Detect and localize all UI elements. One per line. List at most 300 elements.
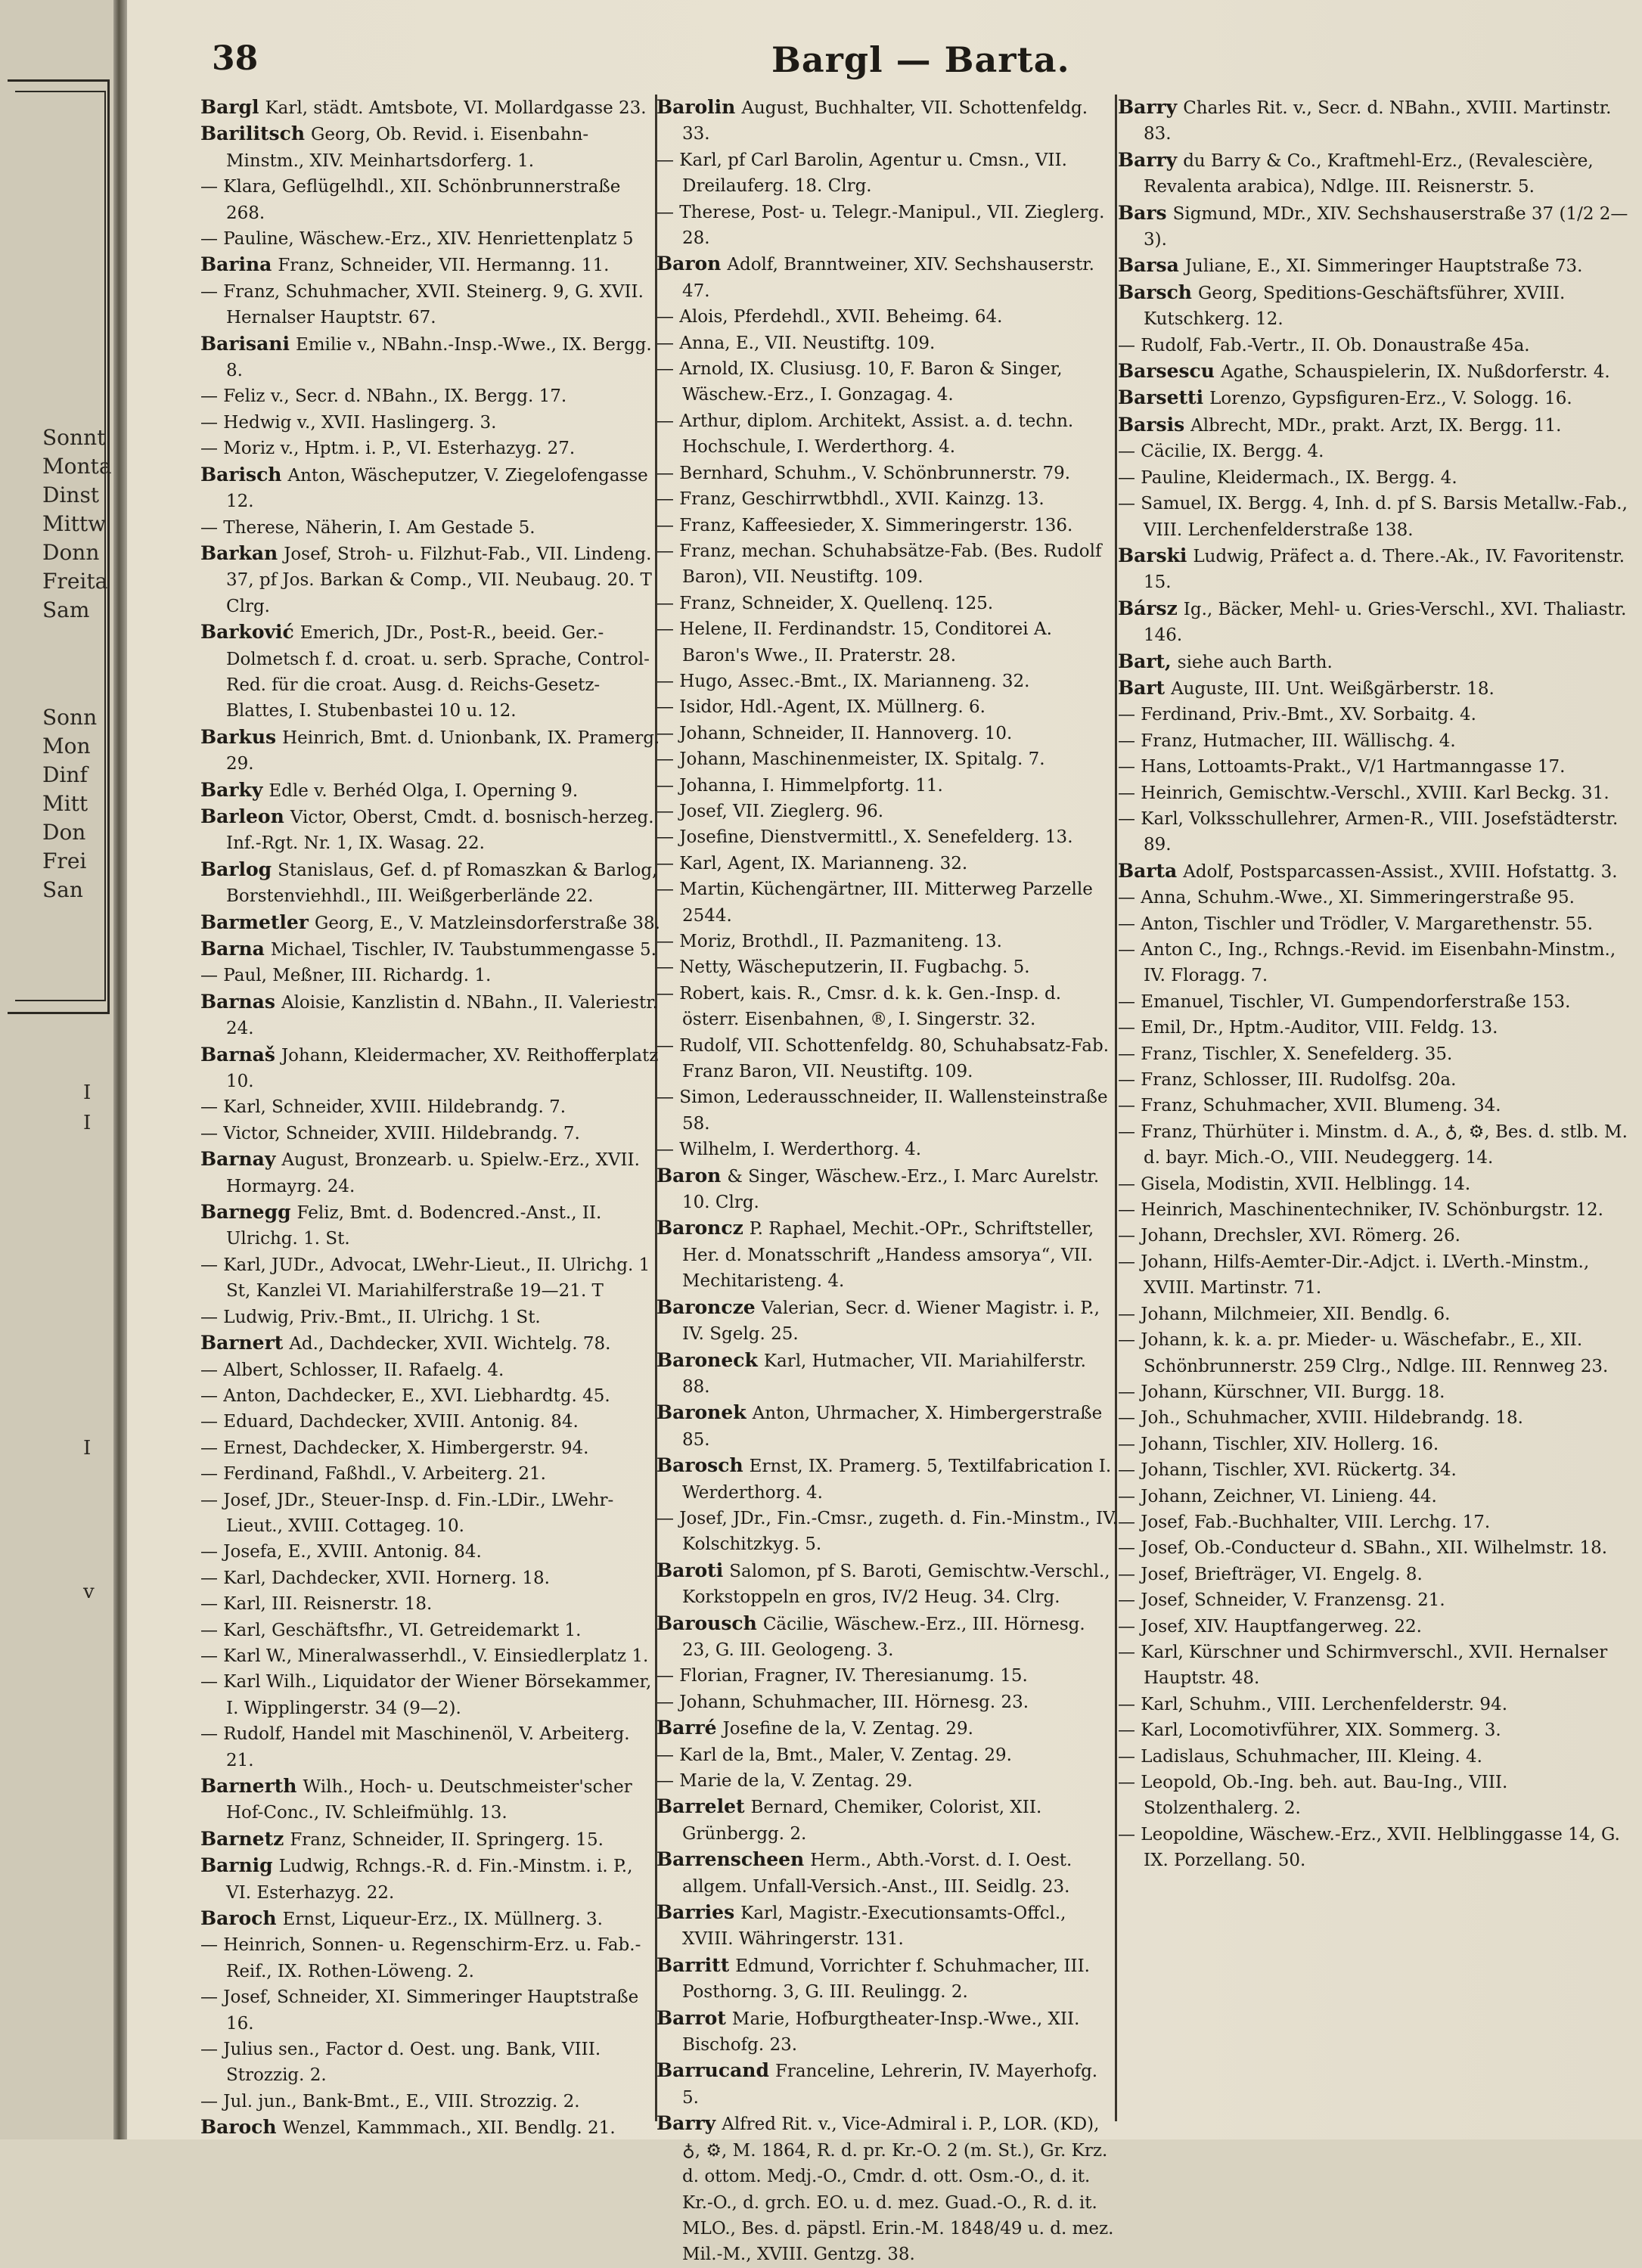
entry-details: — Franz, Schuhmacher, XVII. Blumeng. 34. (1118, 1096, 1501, 1116)
entry-surname: Barilitsch (200, 123, 306, 145)
entry-details: — Karl, Schuhm., VIII. Lerchenfelderstr. 94. (1118, 1694, 1508, 1714)
margin-mark: I (83, 1437, 92, 1460)
entry-details: Ad., Dachdecker, XVII. Wichtelg. 78. (289, 1334, 611, 1354)
entry-details: — Karl de la, Bmt., Maler, V. Zentag. 29. (656, 1745, 1012, 1765)
entry-surname: Baroneck (656, 1348, 758, 1371)
directory-entry (200, 1383, 662, 1409)
entry-surname: Barnay (200, 1148, 276, 1171)
directory-column-2 (656, 95, 1118, 2265)
directory-entry (200, 226, 662, 252)
directory-entry (656, 1663, 1118, 1689)
entry-details: — Pauline, Kleidermach., IX. Bergg. 4. (1118, 467, 1457, 488)
entry-details: siehe auch Barth. (1177, 652, 1333, 672)
entry-details: — Johann, Tischler, XIV. Hollerg. 16. (1118, 1434, 1439, 1454)
entry-details: — Josef, JDr., Fin.-Cmsr., zugeth. d. Fin.-Minstm., IV. Kolschitzkyg. 5. (656, 1508, 1118, 1555)
entry-surname: Barsetti (1118, 386, 1204, 409)
directory-entry (656, 981, 1118, 1033)
entry-details: Sigmund, MDr., XIV. Sechshauserstraße 37 (1/2 2—3). (1144, 203, 1628, 250)
entry-surname: Baroncz (656, 1217, 743, 1239)
weekday-label: Dinf (42, 762, 88, 787)
directory-entry (1118, 200, 1632, 253)
entry-details: — Helene, II. Ferdinandstr. 15, Conditorei A. Baron's Wwe., II. Praterstr. 28. (656, 619, 1052, 666)
directory-entry (656, 2111, 1118, 2267)
directory-entry (656, 356, 1118, 408)
entry-details: — Karl, Schneider, XVIII. Hildebrandg. 7. (200, 1097, 566, 1118)
directory-entry (1118, 253, 1632, 279)
directory-entry (656, 95, 1118, 147)
directory-entry (1118, 1744, 1632, 1770)
entry-details: — Moriz v., Hptm. i. P., VI. Esterhazyg. 27. (200, 439, 576, 459)
directory-entry (1118, 1509, 1632, 1535)
entry-details: — Franz, mechan. Schuhabsätze-Fab. (Bes. Rudolf Baron), VII. Neustiftg. 109. (656, 541, 1102, 588)
entry-details: — Ernest, Dachdecker, X. Himbergerstr. 94. (200, 1438, 589, 1458)
entry-details: — Josef, Schneider, XI. Simmeringer Hauptstraße 16. (200, 1987, 639, 2034)
entry-surname: Bars (1118, 201, 1167, 224)
directory-entry (656, 929, 1118, 954)
entry-details: — Johann, Drechsler, XVI. Römerg. 26. (1118, 1226, 1460, 1246)
entry-surname: Barrelet (656, 1795, 745, 1818)
directory-entry (1118, 1432, 1632, 1457)
directory-entry (1118, 1249, 1632, 1302)
weekday-list-bottom (42, 703, 112, 904)
directory-entry (200, 1591, 662, 1617)
entry-details: August, Buchhalter, VII. Schottenfeldg. 33. (682, 98, 1088, 144)
directory-entry (656, 876, 1118, 929)
directory-entry (656, 1900, 1118, 1953)
weekday-label: Sonnt (42, 425, 106, 450)
entry-details: Ig., Bäcker, Mehl- u. Gries-Verschl., XVI. Thaliastr. 146. (1144, 599, 1627, 646)
entry-details: Auguste, III. Unt. Weißgärberstr. 18. (1171, 678, 1495, 699)
entry-surname: Barries (656, 1901, 735, 1924)
entry-details: — Netty, Wäscheputzerin, II. Fugbachg. 5. (656, 957, 1030, 978)
directory-entry (1118, 1223, 1632, 1249)
directory-entry (200, 252, 662, 278)
directory-entry (656, 824, 1118, 850)
directory-entry (200, 436, 662, 461)
directory-entry (200, 1826, 662, 1853)
entry-details: — Josef, JDr., Steuer-Insp. d. Fin.-LDir., LWehr-Lieut., XVIII. Cottageg. 10. (200, 1490, 614, 1536)
weekday-label: Sam (42, 597, 90, 622)
entry-surname: Barry (656, 2112, 716, 2135)
entry-details: — Ludwig, Priv.-Bmt., II. Ulrichg. 1 St. (200, 1307, 541, 1327)
directory-entry (1118, 333, 1632, 358)
margin-mark: I (83, 1112, 92, 1134)
directory-entry (1118, 1457, 1632, 1483)
directory-entry (1118, 754, 1632, 780)
directory-entry (200, 963, 662, 988)
entry-details: — Anna, Schuhm.-Wwe., XI. Simmeringerstraße 95. (1118, 888, 1575, 908)
entry-details: — Johann, Tischler, XVI. Rückertg. 34. (1118, 1460, 1457, 1481)
entry-details: — Therese, Näherin, I. Am Gestade 5. (200, 517, 535, 538)
entry-details: Juliane, E., XI. Simmeringer Hauptstraße 73. (1184, 256, 1583, 277)
entry-details: — Julius sen., Factor d. Oest. ung. Bank, VIII. Strozzig. 2. (200, 2040, 601, 2086)
directory-entry (1118, 280, 1632, 333)
margin-mark: v (83, 1581, 95, 1603)
entry-details: — Josef, Fab.-Buchhalter, VIII. Lerchg. 17. (1118, 1512, 1491, 1532)
entry-details: — Ferdinand, Faßhdl., V. Arbeiterg. 21. (200, 1464, 546, 1485)
directory-entry (656, 1400, 1118, 1453)
directory-entry (656, 486, 1118, 512)
directory-entry (1118, 911, 1632, 937)
entry-details: Anton, Wäscheputzer, V. Ziegelofengasse 12. (226, 465, 648, 512)
entry-details: Lorenzo, Gypsfiguren-Erz., V. Sologg. 16. (1209, 389, 1572, 409)
entry-details: — Karl, Dachdecker, XVII. Hornerg. 18. (200, 1568, 550, 1588)
entry-details: — Josefine, Dienstvermittl., X. Senefelderg. 13. (656, 827, 1073, 848)
directory-entry (656, 330, 1118, 356)
entry-details: — Karl, Locomotivführer, XIX. Sommerg. 3. (1118, 1720, 1501, 1741)
directory-entry (656, 1137, 1118, 1162)
directory-entry (1118, 147, 1632, 200)
entry-details: Ernst, Liqueur-Erz., IX. Müllnerg. 3. (282, 1910, 603, 1930)
entry-details: — Karl, III. Reisnerstr. 18. (200, 1594, 433, 1615)
entry-surname: Baron (656, 253, 722, 275)
weekday-label: Monta (42, 454, 112, 479)
entry-details: Cäcilie, Wäschew.-Erz., III. Hörnesg. 23, G. III. Geologeng. 3. (682, 1614, 1085, 1660)
directory-entry (656, 408, 1118, 461)
directory-entry (200, 1906, 662, 1932)
directory-entry (200, 1435, 662, 1461)
entry-surname: Barsch (1118, 281, 1192, 303)
entry-surname: Barrenscheen (656, 1848, 805, 1871)
directory-entry (1118, 649, 1632, 675)
directory-entry (200, 619, 662, 724)
directory-entry (200, 1252, 662, 1305)
entry-surname: Barnerth (200, 1775, 297, 1797)
directory-entry (1118, 885, 1632, 911)
directory-entry (1118, 989, 1632, 1015)
directory-entry (200, 1669, 662, 1721)
directory-entry (200, 936, 662, 963)
directory-entry (656, 1689, 1118, 1715)
entry-details: — Ferdinand, Priv.-Bmt., XV. Sorbaitg. 4. (1118, 705, 1476, 725)
directory-entry (200, 383, 662, 409)
entry-details: — Simon, Lederausschneider, II. Wallensteinstraße 58. (656, 1087, 1108, 1134)
entry-details: Emilie v., NBahn.-Insp.-Wwe., IX. Bergg. 8. (226, 334, 652, 381)
entry-details: — Franz, Hutmacher, III. Wällischg. 4. (1118, 731, 1456, 751)
entry-details: Emerich, JDr., Post-R., beeid. Ger.-Dolmetsch f. d. croat. u. serb. Sprache, Control-Red. für die croat. Ausg. d. Reichs-Gesetz-Blattes, I. Stubenbastei 10 u. 12. (226, 623, 650, 721)
entry-details: Karl, Magistr.-Executionsamts-Offcl., XVIII. Währingerstr. 131. (682, 1903, 1066, 1950)
entry-details: — Johann, Milchmeier, XII. Bendlg. 6. (1118, 1304, 1451, 1324)
directory-entry (656, 669, 1118, 694)
directory-entry (200, 95, 662, 121)
entry-details: Ludwig, Präfect a. d. There.-Ak., IV. Favoritenstr. 15. (1144, 546, 1625, 593)
entry-details: Salomon, pf S. Baroti, Gemischtw.-Verschl., Korkstoppeln en gros, IV/2 Heug. 34. Clrg. (682, 1561, 1110, 1608)
directory-entry (1118, 439, 1632, 464)
entry-surname: Barrucand (656, 2059, 769, 2082)
entry-surname: Baronek (656, 1401, 747, 1424)
entry-surname: Barnetz (200, 1827, 284, 1850)
directory-entry (656, 799, 1118, 824)
entry-surname: Barsis (1118, 413, 1185, 436)
entry-details: Franz, Schneider, VII. Hermanng. 11. (278, 256, 610, 276)
entry-details: — Victor, Schneider, XVIII. Hildebrandg. 7. (200, 1123, 580, 1143)
entry-details: Ernst, IX. Pramerg. 5, Textilfabrication I. Werderthorg. 4. (682, 1457, 1112, 1503)
entry-details: — Therese, Post- u. Telegr.-Manipul., VII. Zieglerg. 28. (656, 202, 1105, 249)
entry-details: — Hedwig v., XVII. Haslingerg. 3. (200, 412, 497, 433)
directory-entry (200, 279, 662, 331)
entry-details: — Leopold, Ob.-Ing. beh. aut. Bau-Ing., VIII. Stolzenthalerg. 2. (1118, 1773, 1508, 1819)
entry-details: Herm., Abth.-Vorst. d. I. Oest. allgem. Unfall-Versich.-Anst., III. Seidlg. 23. (682, 1851, 1072, 1897)
directory-entry (200, 462, 662, 515)
directory-entry (656, 1611, 1118, 1664)
entry-details: — Gisela, Modistin, XVII. Helblingg. 14. (1118, 1174, 1471, 1194)
entry-details: — Emil, Dr., Hptm.-Auditor, VIII. Feldg. 13. (1118, 1018, 1498, 1038)
entry-surname: Barousch (656, 1612, 757, 1634)
weekday-label: Mon (42, 734, 91, 759)
directory-entry (200, 1409, 662, 1435)
weekday-label: Don (42, 820, 86, 845)
entry-details: — Karl Wilh., Liquidator der Wiener Börsekammer, I. Wipplingerstr. 34 (9—2). (200, 1672, 652, 1718)
directory-entry (656, 147, 1118, 200)
entry-details: — Anton C., Ing., Rchngs.-Revid. im Eisenbahn-Minstm., IV. Floragg. 7. (1118, 940, 1616, 986)
directory-entry (656, 1348, 1118, 1401)
entry-details: Adolf, Postsparcassen-Assist., XVIII. Hofstattg. 3. (1183, 861, 1618, 882)
entry-details: — Joh., Schuhmacher, XVIII. Hildebrandg. 18. (1118, 1408, 1523, 1429)
entry-details: Ludwig, Rchngs.-R. d. Fin.-Minstm. i. P., VI. Esterhazyg. 22. (226, 1857, 633, 1903)
directory-entry (656, 694, 1118, 720)
entry-details: Edle v. Berhéd Olga, I. Operning 9. (268, 780, 579, 801)
directory-entry (656, 1847, 1118, 1900)
entry-details: du Barry & Co., Kraftmehl-Erz., (Revalescière, Revalenta arabica), Ndlge. III. Reisnerstr. 5. (1144, 150, 1594, 197)
entry-details: Karl, Hutmacher, VII. Mariahilferstr. 88. (682, 1351, 1086, 1397)
directory-entry (200, 2114, 662, 2141)
entry-details: — Hugo, Assec.-Bmt., IX. Marianneng. 32. (656, 671, 1030, 691)
directory-entry (200, 1330, 662, 1357)
directory-entry (200, 1461, 662, 1487)
directory-entry (200, 174, 662, 226)
directory-entry (656, 1163, 1118, 1216)
weekday-list-top (42, 424, 112, 625)
entry-details: Adolf, Branntweiner, XIV. Sechshauserstr. 47. (682, 255, 1094, 301)
directory-entry (656, 1215, 1118, 1294)
entry-details: — Josefa, E., XVIII. Antonig. 84. (200, 1542, 482, 1562)
entry-details: — Johanna, I. Himmelpfortg. 11. (656, 775, 943, 796)
directory-entry (200, 1643, 662, 1669)
entry-details: — Feliz v., Secr. d. NBahn., IX. Bergg. 17. (200, 386, 567, 407)
entry-details: Franz, Schneider, II. Springerg. 15. (290, 1829, 604, 1850)
weekday-label: Dinst (42, 482, 100, 507)
entry-details: — Arthur, diplom. Architekt, Assist. a. d. techn. Hochschule, I. Werderthorg. 4. (656, 411, 1074, 458)
entry-details: — Marie de la, V. Zentag. 29. (656, 1771, 913, 1791)
directory-entry (200, 1199, 662, 1252)
directory-entry (656, 1295, 1118, 1348)
directory-entry (656, 1768, 1118, 1794)
entry-details: — Rudolf, Handel mit Maschinenöl, V. Arbeiterg. 21. (200, 1724, 630, 1770)
entry-details: — Johann, Schneider, II. Hannoverg. 10. (656, 723, 1013, 743)
entry-details: — Martin, Küchengärtner, III. Mitterweg Parzelle 2544. (656, 880, 1093, 926)
weekday-label: Mittw (42, 511, 107, 536)
entry-surname: Bársz (1118, 597, 1178, 619)
entry-surname: Baroch (200, 2116, 277, 2139)
entry-details: Josefine de la, V. Zentag. 29. (722, 1719, 973, 1739)
directory-entry (1118, 1614, 1632, 1640)
directory-entry (656, 1953, 1118, 2006)
entry-details: — Heinrich, Gemischtw.-Verschl., XVIII. Karl Beckg. 31. (1118, 783, 1609, 803)
directory-entry (1118, 1484, 1632, 1509)
entry-details: — Anton, Dachdecker, E., XVI. Liebhardtg. 45. (200, 1385, 610, 1406)
directory-entry (1118, 1093, 1632, 1118)
directory-entry (200, 515, 662, 541)
directory-entry (200, 1932, 662, 1984)
directory-entry (1118, 385, 1632, 411)
entry-details: Victor, Oberst, Cmdt. d. bosnisch-herzeg. Inf.-Rgt. Nr. 1, IX. Wasag. 22. (226, 807, 654, 854)
directory-entry (200, 2037, 662, 2089)
entry-surname: Baroti (656, 1559, 724, 1581)
entry-details: Charles Rit. v., Secr. d. NBahn., XVIII. Martinstr. 83. (1144, 98, 1612, 144)
entry-details: — Karl, JUDr., Advocat, LWehr-Lieut., II. Ulrichg. 1 St, Kanzlei VI. Mariahilferstraße 19—21. T (200, 1255, 650, 1302)
entry-surname: Bargl (200, 96, 259, 118)
entry-details: — Josef, XIV. Hauptfangerweg. 22. (1118, 1616, 1422, 1637)
entry-details: Feliz, Bmt. d. Bodencred.-Anst., II. Ulrichg. 1. St. (226, 1203, 602, 1249)
entry-details: — Klara, Geflügelhdl., XII. Schönbrunnerstraße 268. (200, 177, 621, 223)
entry-details: — Arnold, IX. Clusiusg. 10, F. Baron & Singer, Wäschew.-Erz., I. Gonzagag. 4. (656, 359, 1063, 405)
entry-surname: Baron (656, 1164, 722, 1187)
entry-details: Marie, Hofburgtheater-Insp.-Wwe., XII. Bischofg. 23. (682, 2009, 1080, 2055)
entry-details: Franceline, Lehrerin, IV. Mayerhofg. 5. (682, 2062, 1098, 2108)
entry-surname: Barković (200, 621, 294, 644)
entry-details: Josef, Stroh- u. Filzhut-Fab., VII. Lindeng. 37, pf Jos. Barkan & Comp., VII. Neubaug. 20. T Clrg. (226, 544, 652, 616)
entry-details: — Karl W., Mineralwasserhdl., V. Einsiedlerplatz 1. (200, 1646, 649, 1666)
directory-entry (1118, 1327, 1632, 1379)
directory-entry (200, 331, 662, 384)
entry-surname: Barré (656, 1717, 717, 1739)
directory-entry (1118, 1041, 1632, 1067)
directory-entry (1118, 1822, 1632, 1874)
entry-details: — Robert, kais. R., Cmsr. d. k. k. Gen.-Insp. d. österr. Eisenbahnen, ®, I. Singerstr. 32. (656, 983, 1062, 1030)
entry-details: — Paul, Meßner, III. Richardg. 1. (200, 966, 492, 986)
directory-entry (656, 1033, 1118, 1085)
page-number: 38 (212, 39, 259, 78)
directory-entry (1118, 358, 1632, 385)
directory-entry (656, 591, 1118, 616)
entry-surname: Bart, (1118, 650, 1172, 672)
directory-entry (1118, 412, 1632, 439)
directory-entry (200, 1853, 662, 1906)
entry-details: — Johann, Kürschner, VII. Burgg. 18. (1118, 1382, 1445, 1402)
entry-details: — Anna, E., VII. Neustiftg. 109. (656, 333, 936, 353)
directory-entry (656, 2006, 1118, 2059)
entry-details: — Franz, Tischler, X. Senefelderg. 35. (1118, 1044, 1453, 1064)
directory-entry (200, 1094, 662, 1120)
directory-entry (200, 989, 662, 1042)
entry-details: — Alois, Pferdehdl., XVII. Beheimg. 64. (656, 307, 1003, 327)
directory-entry (1118, 95, 1632, 147)
entry-details: — Ladislaus, Schuhmacher, III. Kleing. 4. (1118, 1746, 1482, 1767)
entry-details: Aloisie, Kanzlistin d. NBahn., II. Valeriestr. 24. (226, 992, 658, 1039)
entry-details: — Cäcilie, IX. Bergg. 4. (1118, 442, 1324, 462)
directory-entry (1118, 1197, 1632, 1223)
entry-details: Georg, E., V. Matzleinsdorferstraße 38. (314, 913, 660, 933)
directory-entry (1118, 780, 1632, 806)
directory-entry (656, 851, 1118, 876)
directory-entry (656, 1506, 1118, 1558)
directory-entry (200, 1721, 662, 1773)
entry-details: Wilh., Hoch- u. Deutschmeister'scher Hof-Conc., IV. Schleifmühlg. 13. (226, 1777, 632, 1823)
entry-details: Karl, städt. Amtsbote, VI. Mollardgasse 23. (265, 98, 647, 118)
directory-entry (656, 1084, 1118, 1137)
directory-entry (1118, 1171, 1632, 1197)
entry-details: — Karl, Agent, IX. Marianneng. 32. (656, 853, 968, 873)
directory-entry (1118, 543, 1632, 596)
directory-entry (1118, 1302, 1632, 1327)
entry-details: — Karl, Kürschner und Schirmverschl., XVII. Hernalser Hauptstr. 48. (1118, 1642, 1608, 1689)
directory-entry (1118, 858, 1632, 885)
directory-entry (656, 746, 1118, 772)
book-spine (113, 0, 127, 2139)
entry-details: — Eduard, Dachdecker, XVIII. Antonig. 84. (200, 1412, 579, 1432)
entry-surname: Barnig (200, 1854, 273, 1877)
entry-surname: Bart (1118, 676, 1166, 699)
entry-details: Wenzel, Kammmach., XII. Bendlg. 21. (282, 2118, 616, 2139)
directory-entry (200, 1618, 662, 1643)
weekday-label: San (42, 877, 83, 902)
entry-surname: Barnaš (200, 1043, 275, 1066)
entry-details: Stanislaus, Gef. d. pf Romaszkan & Barlog, Borstenviehhdl., III. Weißgerberlände 22. (226, 860, 658, 907)
entry-details: — Johann, Maschinenmeister, IX. Spitalg. 7. (656, 749, 1045, 770)
entry-details: — Franz, Schneider, X. Quellenq. 125. (656, 593, 994, 613)
directory-entry (200, 410, 662, 436)
entry-surname: Barina (200, 253, 272, 276)
entry-surname: Barnas (200, 990, 275, 1013)
entry-details: & Singer, Wäschew.-Erz., I. Marc Aurelstr. 10. Clrg. (682, 1166, 1100, 1213)
entry-details: — Rudolf, VII. Schottenfeldg. 80, Schuhabsatz-Fab. Franz Baron, VII. Neustiftg. 109. (656, 1035, 1110, 1082)
directory-entry (656, 616, 1118, 669)
directory-entry (656, 1794, 1118, 1847)
directory-column-1 (200, 95, 662, 2139)
running-head: Bargl — Barta. (771, 39, 1070, 80)
entry-surname: Baroch (200, 1907, 277, 1930)
entry-details: — Albert, Schlosser, II. Rafaelg. 4. (200, 1360, 504, 1380)
directory-entry (1118, 1692, 1632, 1717)
directory-entry (1118, 1717, 1632, 1743)
entry-details: — Johann, Hilfs-Aemter-Dir.-Adjct. i. LVerth.-Minstm., XVIII. Martinstr. 71. (1118, 1252, 1590, 1298)
entry-details: — Franz, Geschirrwtbhdl., XVII. Kainzg. 13. (656, 489, 1044, 510)
weekday-label: Mitt (42, 791, 88, 816)
directory-entry (200, 1565, 662, 1591)
directory-entry (656, 200, 1118, 252)
entry-details: — Heinrich, Maschinentechniker, IV. Schönburgstr. 12. (1118, 1200, 1603, 1221)
entry-surname: Barisch (200, 463, 282, 486)
entry-surname: Barrot (656, 2006, 726, 2029)
entry-surname: Barlog (200, 858, 272, 880)
entry-surname: Barry (1118, 148, 1178, 171)
entry-details: — Karl, pf Carl Barolin, Agentur u. Cmsn., VII. Dreilauferg. 18. Clrg. (656, 150, 1067, 197)
directory-entry (1118, 702, 1632, 728)
entry-details: — Moriz, Brothdl., II. Pazmaniteng. 13. (656, 932, 1002, 951)
entry-surname: Barna (200, 938, 265, 960)
weekday-label: Freita (42, 569, 108, 594)
entry-surname: Barsescu (1118, 360, 1215, 383)
directory-entry (1118, 465, 1632, 491)
entry-details: — Isidor, Hdl.-Agent, IX. Müllnerg. 6. (656, 697, 986, 718)
entry-details: — Franz, Thürhüter i. Minstm. d. A., ♁, ⚙, Bes. d. stlb. M. d. bayr. Mich.-O., VIII. Neudeggerg. 14. (1118, 1122, 1628, 1168)
directory-entry (200, 1121, 662, 1146)
entry-details: Anton, Uhrmacher, X. Himbergerstraße 85. (682, 1404, 1103, 1450)
directory-entry (1118, 937, 1632, 989)
entry-surname: Barosch (656, 1454, 743, 1477)
directory-entry (1118, 675, 1632, 702)
entry-surname: Barritt (656, 1953, 730, 1976)
weekday-label: Donn (42, 540, 100, 565)
directory-entry (656, 461, 1118, 486)
entry-surname: Barkan (200, 541, 278, 564)
entry-details: — Heinrich, Sonnen- u. Regenschirm-Erz. u. Fab.-Reif., IX. Rothen-Löweng. 2. (200, 1935, 641, 1981)
entry-surname: Barta (1118, 859, 1178, 882)
directory-entry (200, 910, 662, 936)
directory-entry (1118, 1067, 1632, 1093)
directory-entry (656, 1558, 1118, 1611)
directory-entry (200, 541, 662, 619)
